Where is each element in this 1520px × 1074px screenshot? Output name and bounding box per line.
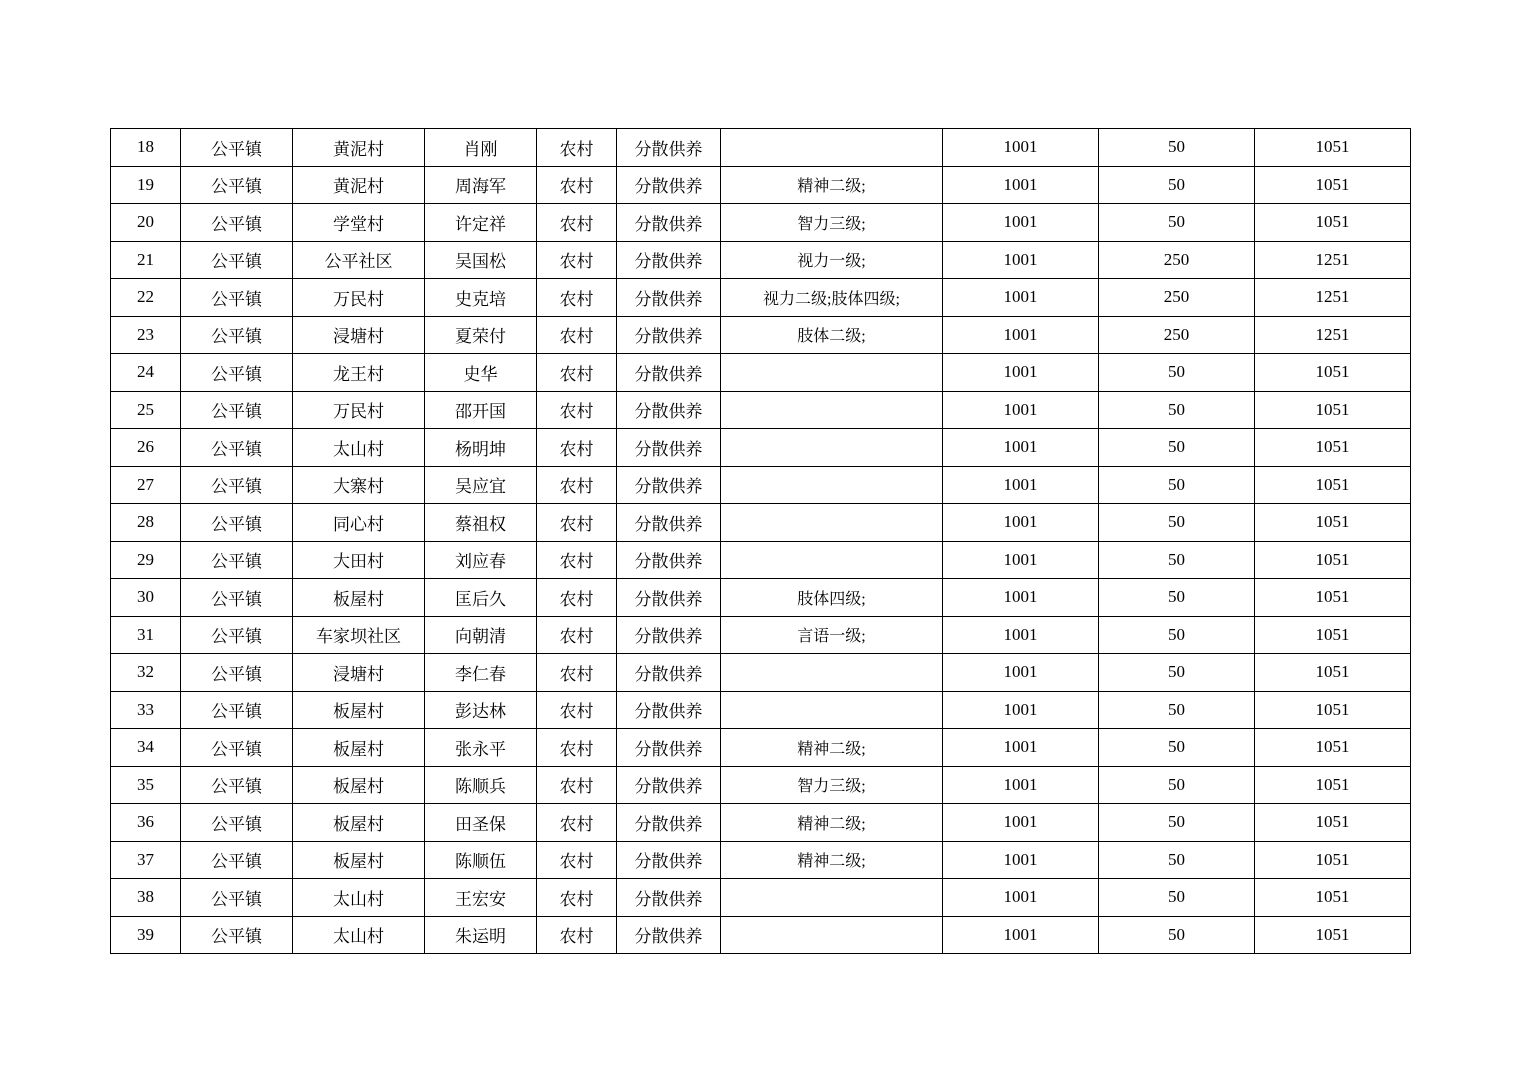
cell-name: 王宏安 — [425, 879, 537, 917]
cell-disability — [721, 541, 943, 579]
table-row — [111, 579, 1411, 617]
table-row — [111, 841, 1411, 879]
cell-no: 24 — [111, 354, 181, 392]
cell-household: 农村 — [537, 354, 617, 392]
cell-support: 分散供养 — [617, 429, 721, 467]
cell-household: 农村 — [537, 241, 617, 279]
cell-total: 1051 — [1255, 166, 1411, 204]
cell-village: 同心村 — [293, 504, 425, 542]
table-row — [111, 166, 1411, 204]
cell-base: 1001 — [943, 766, 1099, 804]
cell-town: 公平镇 — [181, 429, 293, 467]
table-row — [111, 654, 1411, 692]
cell-name: 匡后久 — [425, 579, 537, 617]
cell-base: 1001 — [943, 841, 1099, 879]
cell-total: 1051 — [1255, 429, 1411, 467]
cell-village: 黄泥村 — [293, 129, 425, 167]
table-container — [110, 128, 1410, 954]
cell-total: 1051 — [1255, 879, 1411, 917]
cell-village: 万民村 — [293, 279, 425, 317]
cell-total: 1051 — [1255, 916, 1411, 954]
cell-subsidy: 50 — [1099, 804, 1255, 842]
cell-subsidy: 50 — [1099, 429, 1255, 467]
cell-no: 31 — [111, 616, 181, 654]
cell-household: 农村 — [537, 916, 617, 954]
cell-subsidy: 50 — [1099, 504, 1255, 542]
cell-support: 分散供养 — [617, 766, 721, 804]
cell-town: 公平镇 — [181, 354, 293, 392]
cell-name: 史克培 — [425, 279, 537, 317]
cell-total: 1051 — [1255, 616, 1411, 654]
cell-town: 公平镇 — [181, 691, 293, 729]
cell-base: 1001 — [943, 279, 1099, 317]
cell-name: 李仁春 — [425, 654, 537, 692]
table-row — [111, 766, 1411, 804]
cell-no: 35 — [111, 766, 181, 804]
table-row — [111, 391, 1411, 429]
cell-support: 分散供养 — [617, 541, 721, 579]
cell-no: 28 — [111, 504, 181, 542]
table-row — [111, 879, 1411, 917]
cell-town: 公平镇 — [181, 166, 293, 204]
cell-town: 公平镇 — [181, 579, 293, 617]
cell-subsidy: 50 — [1099, 354, 1255, 392]
cell-disability: 肢体四级; — [721, 579, 943, 617]
cell-subsidy: 50 — [1099, 466, 1255, 504]
cell-no: 32 — [111, 654, 181, 692]
cell-total: 1051 — [1255, 391, 1411, 429]
cell-household: 农村 — [537, 616, 617, 654]
cell-village: 大寨村 — [293, 466, 425, 504]
cell-support: 分散供养 — [617, 916, 721, 954]
cell-village: 板屋村 — [293, 691, 425, 729]
cell-subsidy: 50 — [1099, 391, 1255, 429]
cell-village: 板屋村 — [293, 841, 425, 879]
cell-name: 蔡祖权 — [425, 504, 537, 542]
cell-village: 浸塘村 — [293, 316, 425, 354]
cell-household: 农村 — [537, 166, 617, 204]
cell-name: 史华 — [425, 354, 537, 392]
cell-village: 黄泥村 — [293, 166, 425, 204]
cell-town: 公平镇 — [181, 879, 293, 917]
cell-town: 公平镇 — [181, 766, 293, 804]
cell-name: 向朝清 — [425, 616, 537, 654]
cell-household: 农村 — [537, 279, 617, 317]
cell-disability — [721, 466, 943, 504]
cell-household: 农村 — [537, 204, 617, 242]
cell-disability: 智力三级; — [721, 766, 943, 804]
cell-name: 吴国松 — [425, 241, 537, 279]
cell-household: 农村 — [537, 841, 617, 879]
cell-subsidy: 50 — [1099, 654, 1255, 692]
table-body — [111, 129, 1411, 954]
table-row — [111, 729, 1411, 767]
cell-no: 21 — [111, 241, 181, 279]
cell-village: 万民村 — [293, 391, 425, 429]
cell-total: 1051 — [1255, 466, 1411, 504]
cell-support: 分散供养 — [617, 616, 721, 654]
cell-disability — [721, 354, 943, 392]
cell-base: 1001 — [943, 241, 1099, 279]
cell-town: 公平镇 — [181, 729, 293, 767]
cell-no: 27 — [111, 466, 181, 504]
cell-town: 公平镇 — [181, 316, 293, 354]
cell-town: 公平镇 — [181, 804, 293, 842]
cell-town: 公平镇 — [181, 504, 293, 542]
cell-village: 板屋村 — [293, 729, 425, 767]
cell-household: 农村 — [537, 804, 617, 842]
table-row — [111, 429, 1411, 467]
cell-disability — [721, 429, 943, 467]
cell-base: 1001 — [943, 204, 1099, 242]
cell-base: 1001 — [943, 541, 1099, 579]
cell-no: 19 — [111, 166, 181, 204]
table-row — [111, 916, 1411, 954]
cell-household: 农村 — [537, 129, 617, 167]
cell-subsidy: 50 — [1099, 766, 1255, 804]
cell-village: 板屋村 — [293, 766, 425, 804]
cell-name: 刘应春 — [425, 541, 537, 579]
cell-subsidy: 250 — [1099, 279, 1255, 317]
cell-subsidy: 50 — [1099, 579, 1255, 617]
cell-subsidy: 50 — [1099, 616, 1255, 654]
cell-no: 22 — [111, 279, 181, 317]
cell-base: 1001 — [943, 579, 1099, 617]
cell-support: 分散供养 — [617, 691, 721, 729]
cell-no: 29 — [111, 541, 181, 579]
cell-no: 37 — [111, 841, 181, 879]
cell-household: 农村 — [537, 429, 617, 467]
cell-total: 1051 — [1255, 654, 1411, 692]
cell-no: 23 — [111, 316, 181, 354]
cell-no: 34 — [111, 729, 181, 767]
cell-town: 公平镇 — [181, 541, 293, 579]
cell-base: 1001 — [943, 729, 1099, 767]
cell-no: 39 — [111, 916, 181, 954]
table-row — [111, 354, 1411, 392]
cell-village: 龙王村 — [293, 354, 425, 392]
cell-base: 1001 — [943, 879, 1099, 917]
cell-name: 张永平 — [425, 729, 537, 767]
cell-household: 农村 — [537, 729, 617, 767]
cell-subsidy: 50 — [1099, 729, 1255, 767]
cell-base: 1001 — [943, 916, 1099, 954]
table-row — [111, 241, 1411, 279]
cell-base: 1001 — [943, 616, 1099, 654]
cell-no: 26 — [111, 429, 181, 467]
cell-total: 1251 — [1255, 316, 1411, 354]
cell-subsidy: 250 — [1099, 241, 1255, 279]
cell-no: 25 — [111, 391, 181, 429]
table-row — [111, 504, 1411, 542]
cell-total: 1251 — [1255, 241, 1411, 279]
cell-subsidy: 250 — [1099, 316, 1255, 354]
cell-name: 许定祥 — [425, 204, 537, 242]
subsidy-table — [110, 128, 1411, 954]
cell-household: 农村 — [537, 654, 617, 692]
cell-base: 1001 — [943, 354, 1099, 392]
cell-town: 公平镇 — [181, 129, 293, 167]
cell-name: 朱运明 — [425, 916, 537, 954]
cell-town: 公平镇 — [181, 279, 293, 317]
cell-name: 彭达林 — [425, 691, 537, 729]
cell-no: 18 — [111, 129, 181, 167]
cell-no: 20 — [111, 204, 181, 242]
table-row — [111, 316, 1411, 354]
cell-name: 周海军 — [425, 166, 537, 204]
cell-support: 分散供养 — [617, 654, 721, 692]
table-row — [111, 616, 1411, 654]
cell-household: 农村 — [537, 579, 617, 617]
cell-support: 分散供养 — [617, 316, 721, 354]
table-row — [111, 466, 1411, 504]
cell-village: 板屋村 — [293, 804, 425, 842]
cell-subsidy: 50 — [1099, 204, 1255, 242]
cell-no: 33 — [111, 691, 181, 729]
cell-disability: 精神二级; — [721, 841, 943, 879]
cell-household: 农村 — [537, 766, 617, 804]
cell-support: 分散供养 — [617, 279, 721, 317]
cell-disability: 视力二级;肢体四级; — [721, 279, 943, 317]
cell-base: 1001 — [943, 504, 1099, 542]
cell-name: 杨明坤 — [425, 429, 537, 467]
cell-town: 公平镇 — [181, 654, 293, 692]
cell-town: 公平镇 — [181, 616, 293, 654]
cell-no: 30 — [111, 579, 181, 617]
table-row — [111, 541, 1411, 579]
table-row — [111, 204, 1411, 242]
cell-disability: 智力三级; — [721, 204, 943, 242]
cell-support: 分散供养 — [617, 879, 721, 917]
cell-subsidy: 50 — [1099, 691, 1255, 729]
cell-support: 分散供养 — [617, 504, 721, 542]
cell-no: 36 — [111, 804, 181, 842]
cell-support: 分散供养 — [617, 129, 721, 167]
cell-total: 1051 — [1255, 504, 1411, 542]
cell-base: 1001 — [943, 166, 1099, 204]
cell-base: 1001 — [943, 129, 1099, 167]
cell-no: 38 — [111, 879, 181, 917]
cell-total: 1251 — [1255, 279, 1411, 317]
cell-disability — [721, 691, 943, 729]
cell-village: 太山村 — [293, 916, 425, 954]
cell-support: 分散供养 — [617, 579, 721, 617]
cell-town: 公平镇 — [181, 466, 293, 504]
cell-subsidy: 50 — [1099, 541, 1255, 579]
cell-total: 1051 — [1255, 766, 1411, 804]
cell-household: 农村 — [537, 466, 617, 504]
cell-disability — [721, 879, 943, 917]
table-row — [111, 279, 1411, 317]
cell-town: 公平镇 — [181, 391, 293, 429]
cell-subsidy: 50 — [1099, 916, 1255, 954]
cell-household: 农村 — [537, 504, 617, 542]
cell-total: 1051 — [1255, 729, 1411, 767]
cell-village: 车家坝社区 — [293, 616, 425, 654]
cell-total: 1051 — [1255, 579, 1411, 617]
cell-subsidy: 50 — [1099, 841, 1255, 879]
cell-name: 吴应宜 — [425, 466, 537, 504]
cell-disability: 精神二级; — [721, 804, 943, 842]
cell-name: 田圣保 — [425, 804, 537, 842]
cell-disability — [721, 916, 943, 954]
cell-name: 肖刚 — [425, 129, 537, 167]
cell-disability: 视力一级; — [721, 241, 943, 279]
cell-disability: 精神二级; — [721, 166, 943, 204]
cell-village: 浸塘村 — [293, 654, 425, 692]
cell-total: 1051 — [1255, 541, 1411, 579]
cell-village: 板屋村 — [293, 579, 425, 617]
cell-town: 公平镇 — [181, 241, 293, 279]
table-row — [111, 804, 1411, 842]
table-row — [111, 129, 1411, 167]
cell-disability — [721, 129, 943, 167]
cell-household: 农村 — [537, 879, 617, 917]
cell-disability: 肢体二级; — [721, 316, 943, 354]
cell-support: 分散供养 — [617, 841, 721, 879]
cell-total: 1051 — [1255, 691, 1411, 729]
cell-total: 1051 — [1255, 804, 1411, 842]
cell-household: 农村 — [537, 541, 617, 579]
cell-town: 公平镇 — [181, 841, 293, 879]
cell-disability: 言语一级; — [721, 616, 943, 654]
cell-base: 1001 — [943, 691, 1099, 729]
cell-support: 分散供养 — [617, 241, 721, 279]
cell-household: 农村 — [537, 391, 617, 429]
cell-name: 陈顺伍 — [425, 841, 537, 879]
cell-household: 农村 — [537, 691, 617, 729]
cell-total: 1051 — [1255, 204, 1411, 242]
cell-subsidy: 50 — [1099, 129, 1255, 167]
cell-subsidy: 50 — [1099, 879, 1255, 917]
cell-base: 1001 — [943, 654, 1099, 692]
cell-base: 1001 — [943, 429, 1099, 467]
cell-disability — [721, 654, 943, 692]
cell-name: 陈顺兵 — [425, 766, 537, 804]
cell-village: 太山村 — [293, 429, 425, 467]
cell-village: 大田村 — [293, 541, 425, 579]
cell-base: 1001 — [943, 391, 1099, 429]
cell-base: 1001 — [943, 804, 1099, 842]
cell-disability: 精神二级; — [721, 729, 943, 767]
cell-town: 公平镇 — [181, 916, 293, 954]
cell-household: 农村 — [537, 316, 617, 354]
cell-base: 1001 — [943, 466, 1099, 504]
cell-subsidy: 50 — [1099, 166, 1255, 204]
table-row — [111, 691, 1411, 729]
cell-name: 夏荣付 — [425, 316, 537, 354]
cell-town: 公平镇 — [181, 204, 293, 242]
cell-village: 公平社区 — [293, 241, 425, 279]
cell-support: 分散供养 — [617, 729, 721, 767]
cell-disability — [721, 391, 943, 429]
cell-base: 1001 — [943, 316, 1099, 354]
cell-village: 太山村 — [293, 879, 425, 917]
cell-name: 邵开国 — [425, 391, 537, 429]
cell-support: 分散供养 — [617, 391, 721, 429]
cell-total: 1051 — [1255, 129, 1411, 167]
cell-support: 分散供养 — [617, 804, 721, 842]
cell-support: 分散供养 — [617, 354, 721, 392]
cell-total: 1051 — [1255, 841, 1411, 879]
cell-support: 分散供养 — [617, 166, 721, 204]
cell-village: 学堂村 — [293, 204, 425, 242]
cell-disability — [721, 504, 943, 542]
cell-support: 分散供养 — [617, 204, 721, 242]
cell-support: 分散供养 — [617, 466, 721, 504]
cell-total: 1051 — [1255, 354, 1411, 392]
